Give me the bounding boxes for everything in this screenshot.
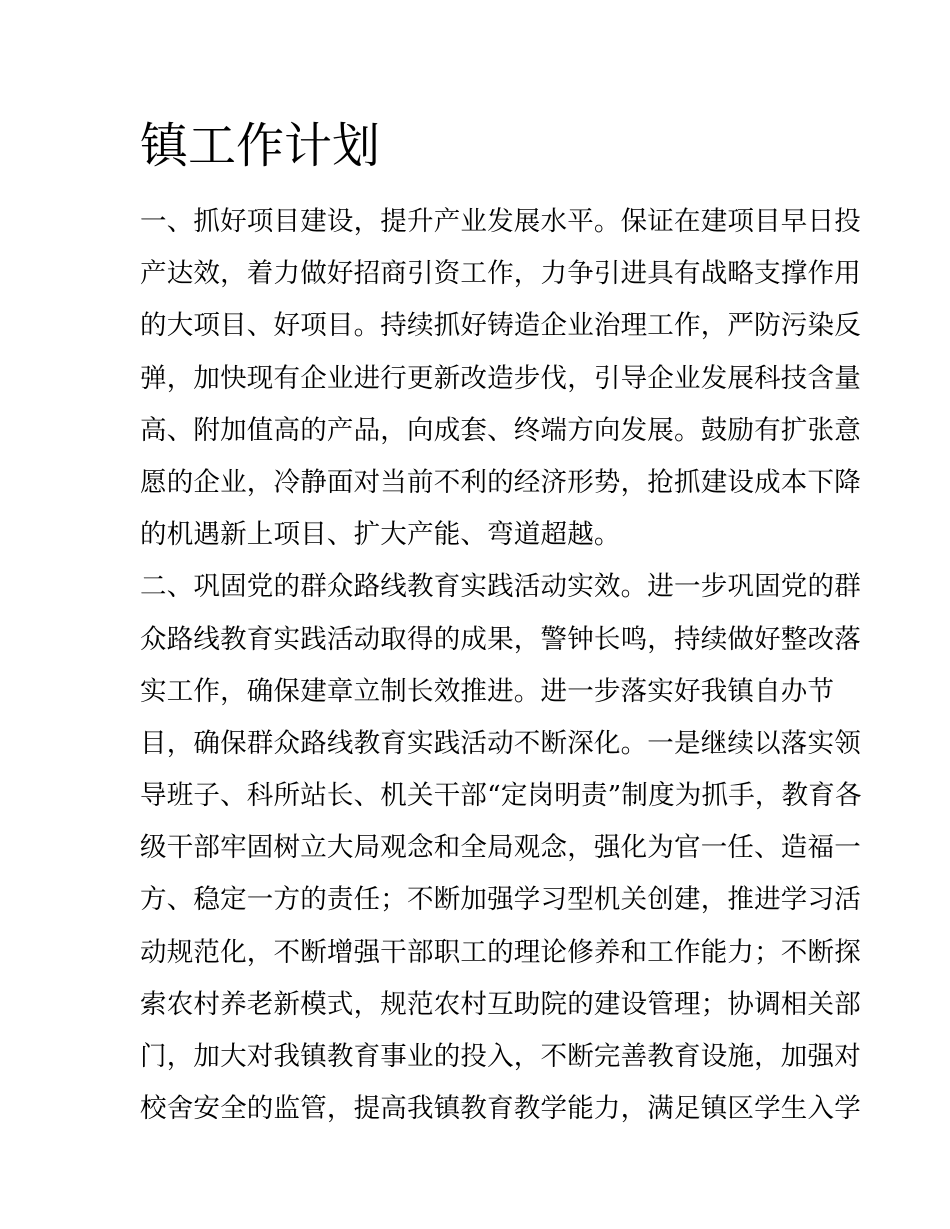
text-line: 导班子、科所站长、机关干部“定岗明责”制度为抓手，教育各 — [140, 780, 862, 812]
text-line: 产达效，着力做好招商引资工作，力争引进具有战略支撑作用 — [140, 258, 861, 290]
text-line: 门，加大对我镇教育事业的投入，不断完善教育设施，加强对 — [140, 1041, 861, 1072]
document-body — [140, 196, 862, 1135]
text-line: 愿的企业，冷静面对当前不利的经济形势，抢抓建设成本下降 — [140, 466, 861, 498]
text-line: 方、稳定一方的责任；不断加强学习型机关创建，推进学习活 — [140, 884, 861, 916]
text-line: 校舍安全的监管，提高我镇教育教学能力，满足镇区学生入学 — [140, 1093, 861, 1125]
document-title: 镇工作计划 — [140, 118, 381, 174]
text-line: 高、附加值高的产品，向成套、终端方向发展。鼓励有扩张意 — [140, 414, 861, 446]
text-line: 众路线教育实践活动取得的成果，警钟长鸣，持续做好整改落 — [140, 623, 861, 655]
text-line: 弹，加快现有企业进行更新改造步伐，引导企业发展科技含量 — [140, 362, 861, 394]
text-line: 级干部牢固树立大局观念和全局观念，强化为官一任、造福一 — [140, 832, 861, 864]
text-line: 目，确保群众路线教育实践活动不断深化。一是继续以落实领 — [140, 727, 861, 759]
text-line: 一、抓好项目建设，提升产业发展水平。保证在建项目早日投 — [140, 206, 861, 237]
text-line: 索农村养老新模式，规范农村互助院的建设管理；协调相关部 — [140, 988, 861, 1020]
text-line: 二、巩固党的群众路线教育实践活动实效。进一步巩固党的群 — [140, 571, 861, 603]
text-line: 实工作，确保建章立制长效推进。进一步落实好我镇自办节 — [140, 675, 835, 707]
text-line: 的大项目、好项目。持续抓好铸造企业治理工作，严防污染反 — [140, 310, 861, 342]
text-line: 动规范化，不断增强干部职工的理论修养和工作能力；不断探 — [140, 936, 861, 968]
text-line: 的机遇新上项目、扩大产能、弯道超越。 — [140, 519, 621, 551]
